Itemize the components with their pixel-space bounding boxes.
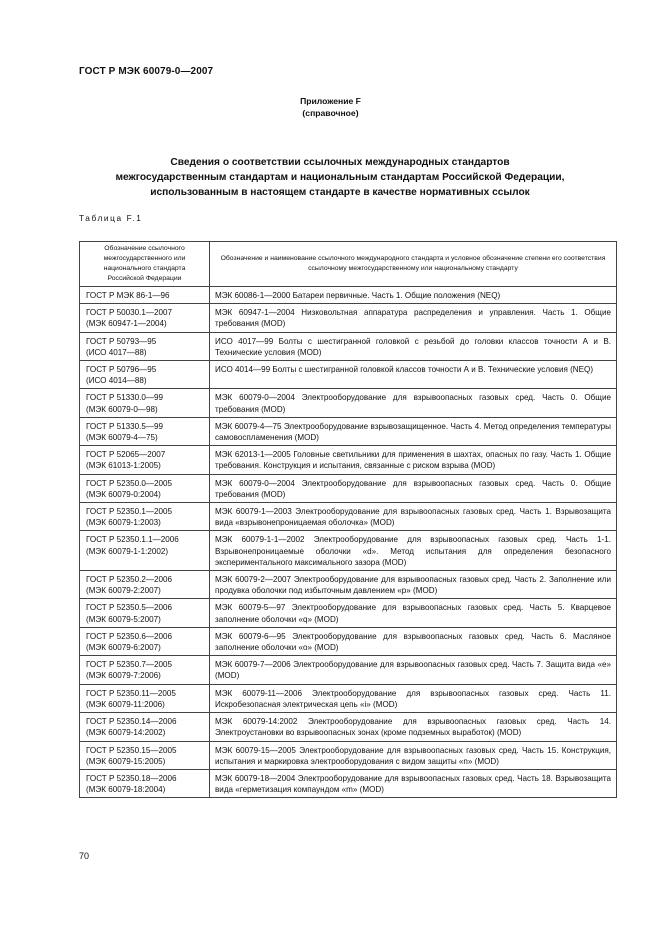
international-standard-cell: МЭК 62013-1—2005 Головные светильники для применения в шахтах, опасных по газу. Часть 1. Общие требования. Конструкция и испытания, связанные с риском взрыва (MOD) [210,446,617,474]
standard-designation: (МЭК 60079-1-1:2002) [86,546,169,556]
national-standard-cell [80,531,210,571]
national-standard-cell [80,417,210,445]
standard-designation: (МЭК 60947-1—2004) [86,319,167,329]
standard-designation: ГОСТ Р 52065—2007 [86,450,166,460]
international-standard-cell: МЭК 60079-1—2003 Электрооборудование для взрывоопасных газовых сред. Часть 1. Взрывозащита вида «взрывонепроницаемая оболочка» (MOD) [210,503,617,531]
standard-designation: (МЭК 60079-11:2006) [86,699,165,709]
appendix-type: (справочное) [302,108,359,118]
standard-designation: (МЭК 60079-18:2004) [86,785,166,795]
table-row [80,571,617,599]
table-row [80,531,617,571]
table-row [80,503,617,531]
international-standard-cell: ИСО 4014—99 Болты с шестигранной головкой классов точности А и В. Технические условия (NEQ) [210,361,617,389]
national-standard-cell [80,446,210,474]
table-row [80,417,617,445]
standard-designation: (МЭК 60079-7:2006) [86,671,161,681]
standard-designation: ГОСТ Р 52350.0—2005 [86,478,172,488]
appendix-title: Приложение F [300,96,361,106]
standard-designation: (МЭК 61013-1:2005) [86,461,161,471]
national-standard-cell [80,571,210,599]
standard-designation: (МЭК 60079-15:2005) [86,756,166,766]
international-standard-cell: МЭК 60079-11—2006 Электрооборудование для взрывоопасных газовых сред. Часть 11. Искробезопасная электрическая цепь «i» (MOD) [210,684,617,712]
international-standard-cell: МЭК 60079-6—95 Электрооборудование для взрывоопасных газовых сред. Часть 6. Масляное заполнение оболочки «о» (MOD) [210,627,617,655]
international-standard-cell: МЭК 60079-18—2004 Электрооборудование для взрывоопасных газовых сред. Часть 18. Взрывозащита вида «герметизация компаундом «m» (MOD) [210,769,617,797]
table-row [80,713,617,741]
title-line: использованным в настоящем стандарте в качестве нормативных ссылок [150,187,530,198]
title-line: Сведения о соответствии ссылочных международных стандартов [170,157,510,168]
standard-designation: ГОСТ Р 52350.6—2006 [86,631,172,641]
table-row [80,599,617,627]
international-standard-cell: МЭК 60079-5—97 Электрооборудование для взрывоопасных газовых сред. Часть 5. Кварцевое заполнение оболочки «q» (MOD) [210,599,617,627]
national-standard-cell [80,627,210,655]
national-standard-cell [80,304,210,332]
standard-designation: ГОСТ Р 51330.0—99 [86,393,163,403]
standard-designation: (МЭК 60079-0—98) [86,404,158,414]
standard-designation: ГОСТ Р 52350.18—2006 [86,773,177,783]
standard-designation: ГОСТ Р 52350.1.1—2006 [86,535,179,545]
standard-designation: (МЭК 60079-5:2007) [86,614,161,624]
table-row [80,389,617,417]
standard-designation: (МЭК 60079-2:2007) [86,586,161,596]
standard-designation: ГОСТ Р 50030.1—2007 [86,308,172,318]
table-row [80,684,617,712]
table-caption: Таблица F.1 [79,213,143,223]
section-title [70,155,610,200]
national-standard-cell [80,287,210,304]
international-standard-cell: ИСО 4017—99 Болты с шестигранной головкой с резьбой до головки классов точности А и В. Технические условия (MOD) [210,332,617,360]
table-row [80,627,617,655]
national-standard-cell [80,769,210,797]
table-row [80,741,617,769]
table-header-row [80,242,617,287]
national-standard-cell [80,332,210,360]
national-standard-cell [80,503,210,531]
column-header-national-standard: Обозначение ссылочного межгосударственного или национального стандарта Российской Федерации [80,242,210,287]
standard-designation: ГОСТ Р 52350.1—2005 [86,507,172,517]
national-standard-cell [80,361,210,389]
table-row [80,474,617,502]
standard-designation: ГОСТ Р МЭК 86-1—96 [86,291,170,300]
standard-designation: (МЭК 60079-14:2002) [86,728,166,738]
standards-table [79,241,617,798]
table-row [80,446,617,474]
national-standard-cell [80,713,210,741]
national-standard-cell [80,474,210,502]
international-standard-cell: МЭК 60079-7—2006 Электрооборудование для взрывоопасных газовых сред. Часть 7. Защита вида «е» (MOD) [210,656,617,684]
national-standard-cell [80,656,210,684]
standard-designation: ГОСТ Р 52350.15—2005 [86,745,177,755]
standard-designation: ГОСТ Р 50793—95 [86,336,157,346]
table-row [80,332,617,360]
standard-designation: ГОСТ Р 52350.2—2006 [86,575,172,585]
international-standard-cell: МЭК 60079-0—2004 Электрооборудование для взрывоопасных газовых сред. Часть 0. Общие требования (MOD) [210,389,617,417]
table-row [80,769,617,797]
table-row [80,304,617,332]
standard-designation: ГОСТ Р 52350.11—2005 [86,688,176,698]
international-standard-cell: МЭК 60947-1—2004 Низковольтная аппаратура распределения и управления. Часть 1. Общие требования (MOD) [210,304,617,332]
standard-designation: (ИСО 4017—88) [86,347,147,357]
international-standard-cell: МЭК 60079-4—75 Электрооборудование взрывозащищенное. Часть 4. Метод определения температуры самовоспламенения (MOD) [210,417,617,445]
international-standard-cell: МЭК 60079-0—2004 Электрооборудование для взрывоопасных газовых сред. Часть 0. Общие требования (MOD) [210,474,617,502]
standard-designation: (МЭК 60079-6:2007) [86,643,161,653]
international-standard-cell: МЭК 60086-1—2000 Батареи первичные. Часть 1. Общие положения (NEQ) [210,287,617,304]
international-standard-cell: МЭК 60079-1-1—2002 Электрооборудование для взрывоопасных газовых сред. Часть 1-1. Взрывонепроницаемые оболочки «d». Метод испытания для определения безопасного экспериментального максимального зазора (MOD) [210,531,617,571]
standard-designation: ГОСТ Р 52350.7—2005 [86,660,172,670]
national-standard-cell [80,389,210,417]
standard-designation: ГОСТ Р 52350.5—2006 [86,603,172,613]
standard-designation: (МЭК 60079-0:2004) [86,489,161,499]
table-row [80,287,617,304]
national-standard-cell [80,599,210,627]
standard-designation: ГОСТ Р 51330.5—99 [86,421,163,431]
international-standard-cell: МЭК 60079-15—2005 Электрооборудование для взрывоопасных газовых сред. Часть 15. Конструкция, испытания и маркировка электрооборудования с видом защиты «n» (MOD) [210,741,617,769]
appendix-heading [0,95,661,119]
international-standard-cell: МЭК 60079-14:2002 Электрооборудование для взрывоопасных газовых сред. Часть 14. Электроустановки во взрывоопасных зонах (кроме подземных выработок) (MOD) [210,713,617,741]
table-row [80,361,617,389]
national-standard-cell [80,684,210,712]
table-row [80,656,617,684]
standard-designation: (МЭК 60079-4—75) [86,433,158,443]
standard-designation: (ИСО 4014—88) [86,376,147,386]
column-header-international-standard: Обозначение и наименование ссылочного международного стандарта и условное обозначение степени его соответствия ссылочному межгосударственному или национальному стандарту [210,242,617,287]
document-header: ГОСТ Р МЭК 60079-0—2007 [79,66,214,77]
standard-designation: ГОСТ Р 50796—95 [86,365,157,375]
international-standard-cell: МЭК 60079-2—2007 Электрооборудование для взрывоопасных газовых сред. Часть 2. Заполнение или продувка оболочки под избыточным давлением «р» (MOD) [210,571,617,599]
standard-designation: ГОСТ Р 52350.14—2006 [86,717,177,727]
national-standard-cell [80,741,210,769]
title-line: межгосударственным стандартам и национальным стандартам Российской Федерации, [115,172,565,183]
standard-designation: (МЭК 60079-1:2003) [86,518,161,528]
page-number: 70 [79,851,90,861]
